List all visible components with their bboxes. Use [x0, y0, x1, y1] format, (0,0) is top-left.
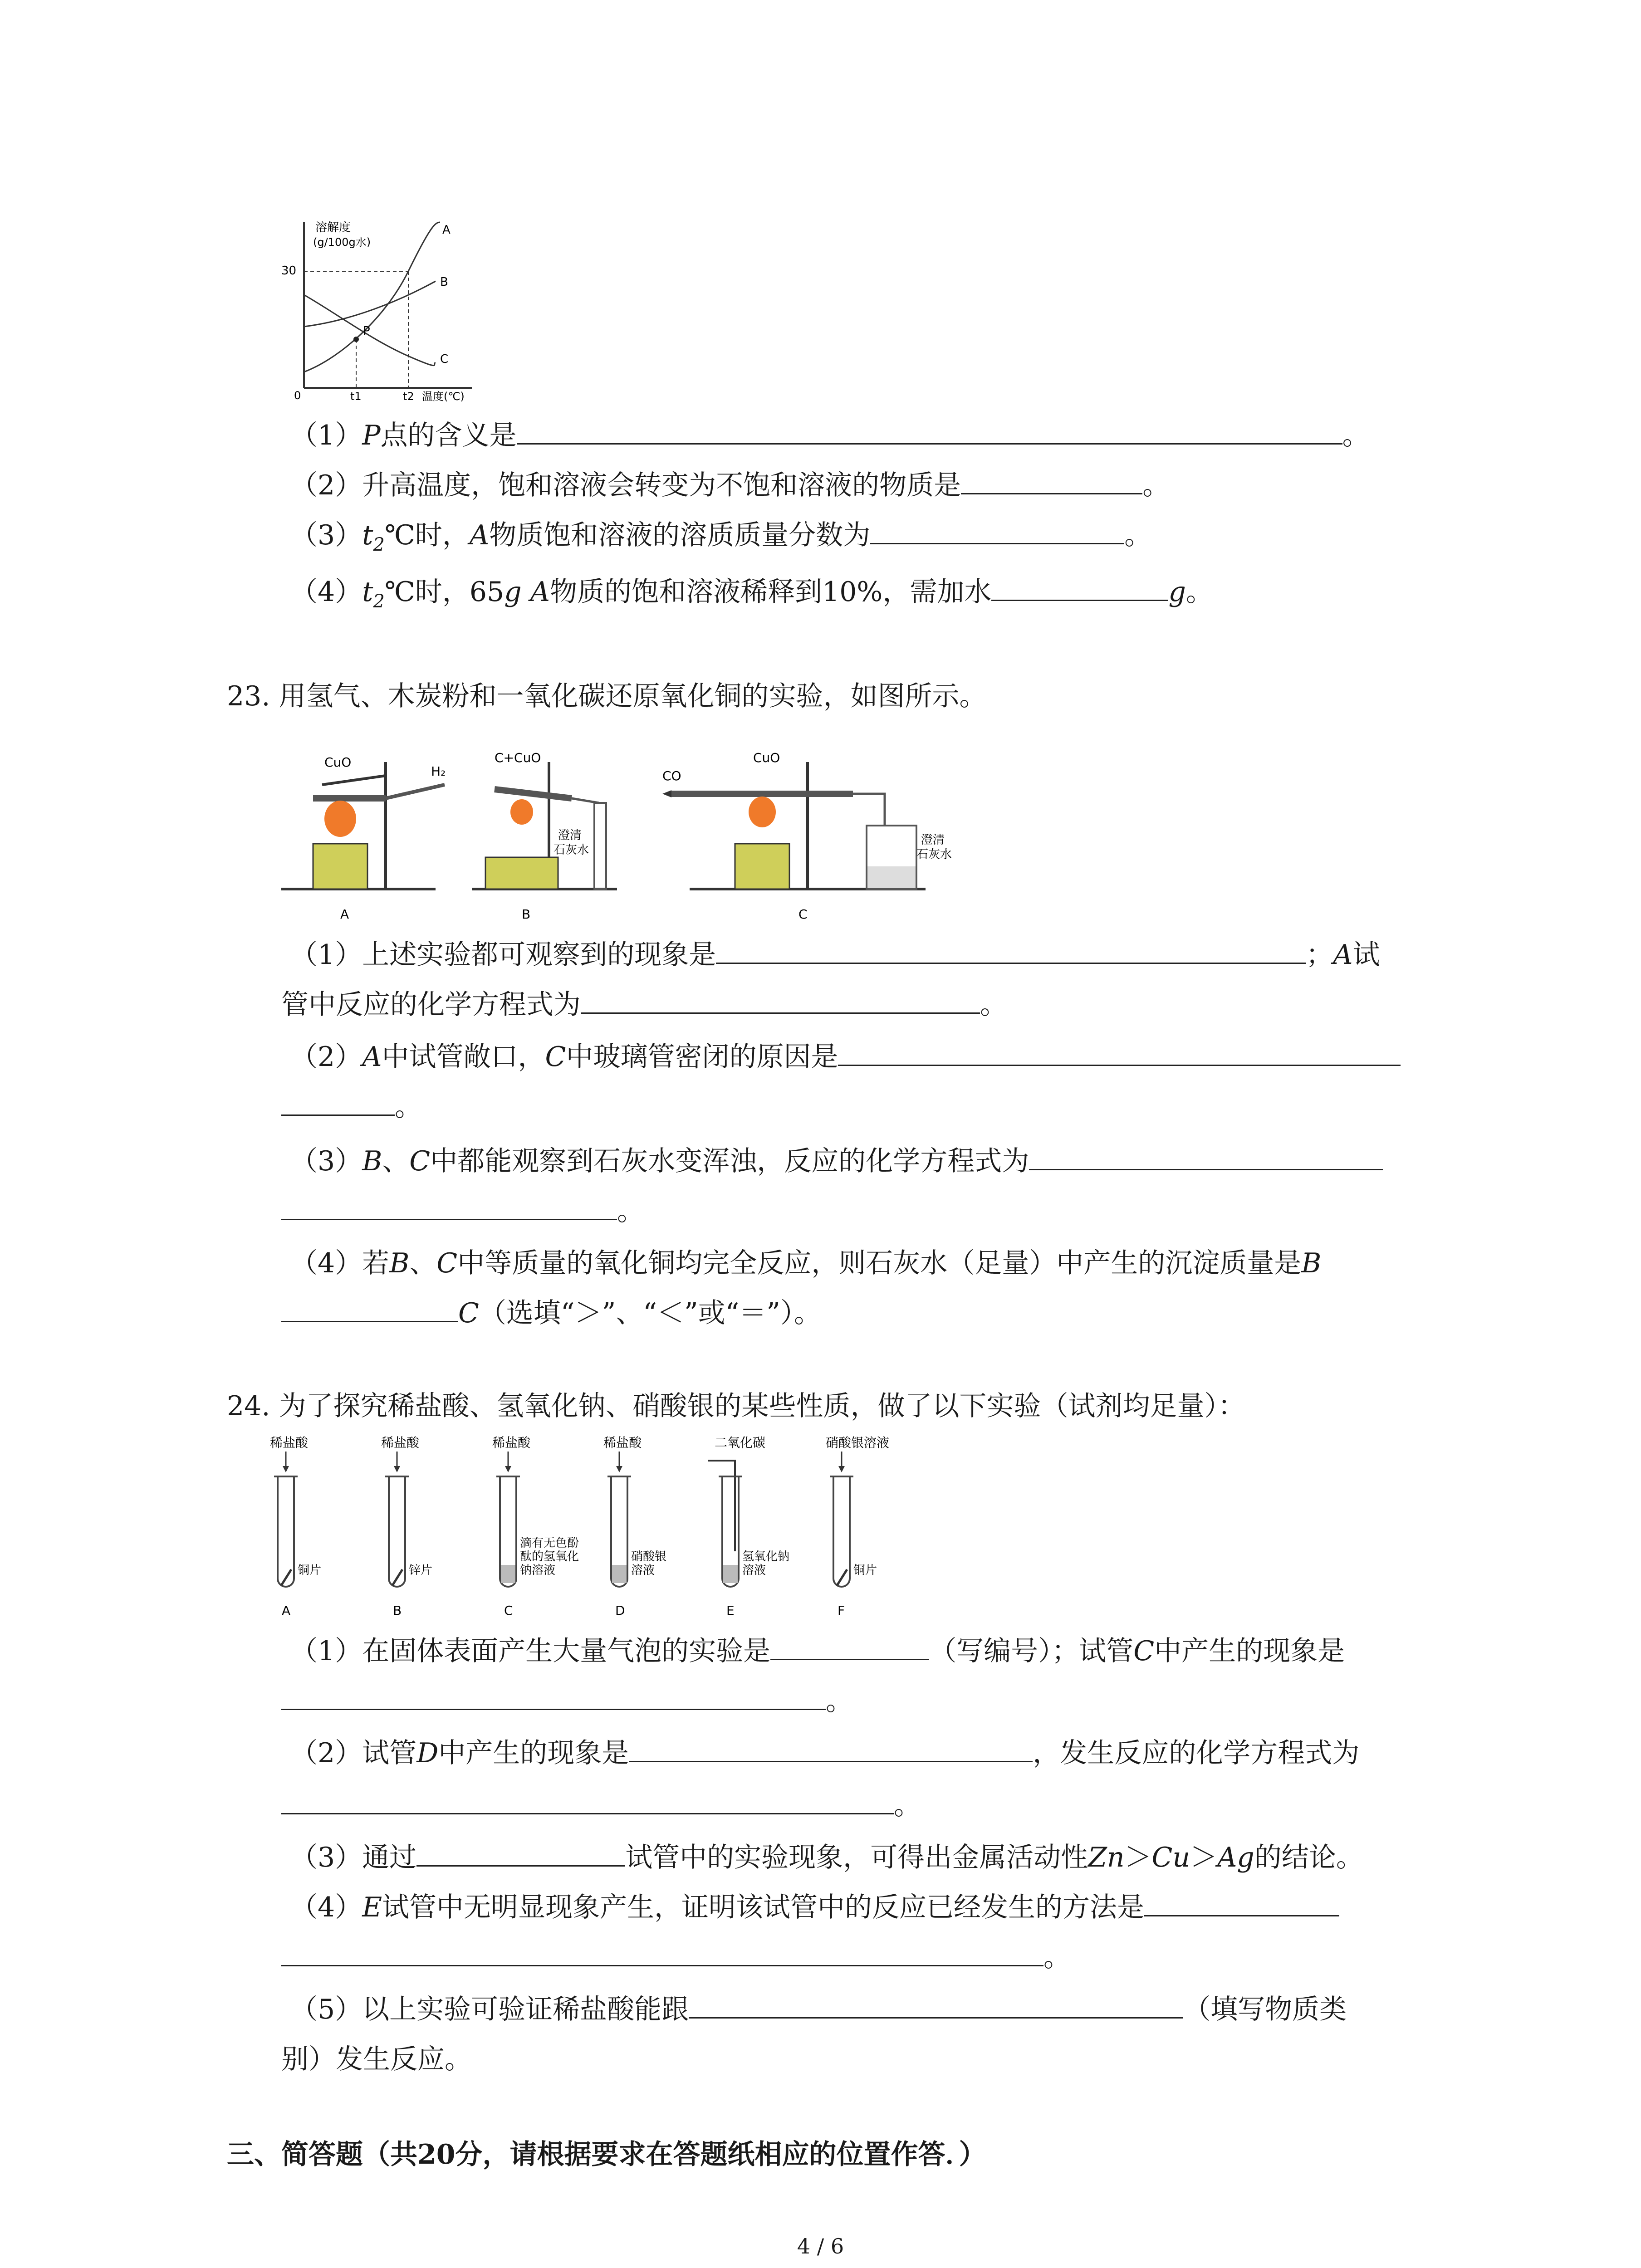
tube-c-liquid: [501, 1565, 515, 1583]
q23-sub2-line2: 。: [281, 1089, 422, 1125]
q24-sub3: （3）通过 试管中的实验现象，可得出金属活动性Zn＞Cu＞Ag的结论。: [290, 1839, 1363, 1876]
q24-tubes-svg: [254, 1433, 1116, 1624]
tube-b-reagent-label: 稀盐酸: [381, 1435, 420, 1450]
answer-blank[interactable]: [416, 1840, 625, 1867]
point-p-marker: [353, 337, 359, 342]
curve-a-label: A: [442, 223, 451, 237]
tube-c-reagent-label: 稀盐酸: [492, 1435, 531, 1450]
tube-b-label: B: [393, 1603, 402, 1618]
q24-sub2: （2）试管D中产生的现象是 ，发生反应的化学方程式为: [290, 1735, 1359, 1771]
q24-test-tubes-figure: [254, 1433, 1116, 1624]
q23-sub3-line2: 。: [281, 1193, 644, 1229]
q23-sub4-line2: C（选填“＞”、“＜”或“＝”）。: [281, 1295, 821, 1331]
label-h2: H₂: [431, 764, 446, 779]
q22-sub1: （1）P点的含义是 。: [290, 417, 1370, 454]
q24-stem: 24. 为了探究稀盐酸、氢氧化钠、硝酸银的某些性质，做了以下实验（试剂均足量）：: [227, 1390, 1245, 1422]
answer-blank[interactable]: [838, 1039, 1401, 1066]
tube-e-liquid: [723, 1565, 738, 1583]
solubility-chart-svg: [272, 213, 485, 404]
tube-e-reagent-label: 二氧化碳: [715, 1435, 766, 1450]
tube-a-solid: [281, 1569, 291, 1585]
q22-sub4: $(4)t_2℃$时，65g A物质的饱和溶液稀释到10%，需加水 g。: [290, 574, 1213, 620]
q24-sub1-line2: 。: [281, 1683, 853, 1719]
section-3-heading: 三、简答题（共20分，请根据要求在答题纸相应的位置作答．）: [227, 2139, 986, 2170]
answer-blank[interactable]: [961, 468, 1142, 494]
label-cuo-a: CuO: [324, 755, 352, 770]
label-a: A: [340, 907, 349, 922]
tube-b-solid: [392, 1569, 402, 1585]
curve-b-label: B: [440, 275, 448, 289]
label-cuo-c: CuO: [753, 750, 780, 765]
tube-e-side-label-0: 氢氧化钠: [742, 1550, 790, 1564]
tube-a-side-label-0: 铜片: [298, 1564, 322, 1577]
q23-apparatus-figure: [281, 735, 1216, 925]
answer-blank[interactable]: [870, 518, 1124, 544]
tube-c-arrow-head: [505, 1466, 511, 1472]
tube-c-side-label-0: 滴有无色酚: [520, 1536, 579, 1550]
answer-blank[interactable]: [1144, 1890, 1339, 1916]
y-title: 溶解度: [315, 221, 351, 235]
q24-sub4: （4）E试管中无明显现象产生，证明该试管中的反应已经发生的方法是: [290, 1889, 1339, 1926]
solubility-chart: [272, 213, 485, 404]
q24-sub5: （5）以上实验可验证稀盐酸能跟 （填写物质类: [290, 1991, 1347, 2028]
tube-e-label: E: [726, 1603, 735, 1618]
tube-a-arrow-head: [283, 1466, 289, 1472]
q22-sub3: $(3)t_2℃$时，A物质饱和溶液的溶质质量分数为 。: [290, 517, 1151, 563]
y-unit: (g/100g水): [313, 236, 371, 249]
x-tick-t1: t1: [350, 390, 362, 403]
tube-d-reagent-label: 稀盐酸: [603, 1435, 642, 1450]
answer-blank[interactable]: [281, 1295, 458, 1322]
answer-blank[interactable]: [629, 1735, 1033, 1762]
label-limewater-c-2: 石灰水: [916, 848, 952, 861]
q23-sub1-line2: 管中反应的化学方程式为 。: [281, 987, 1007, 1023]
answer-blank[interactable]: [689, 1992, 1183, 2019]
tube-f-arrow-head: [838, 1466, 845, 1472]
apparatus-b: [472, 750, 617, 922]
q23-sub3: （3）B、C中都能观察到石灰水变浑浊，反应的化学方程式为: [290, 1143, 1383, 1179]
tube-c-side-label-1: 酞的氢氧化: [520, 1550, 579, 1564]
x-tick-t2: t2: [403, 390, 414, 403]
tube-f-label: F: [838, 1603, 845, 1618]
label-c-cuo: C+CuO: [495, 750, 541, 765]
page-number: 4 / 6: [797, 2234, 844, 2258]
answer-blank[interactable]: [1029, 1144, 1383, 1170]
tube-b-side-label-0: 锌片: [409, 1564, 433, 1577]
tube-e-side-label-1: 溶液: [742, 1564, 766, 1577]
q22-sub2: （2）升高温度，饱和溶液会转变为不饱和溶液的物质是 。: [290, 467, 1170, 503]
q24-sub5-line2: 别）发生反应。: [281, 2043, 472, 2075]
answer-blank[interactable]: [281, 1089, 395, 1116]
q24-sub2-line2: 。: [281, 1787, 921, 1823]
label-co: CO: [662, 768, 681, 783]
label-limewater-c-1: 澄清: [921, 833, 945, 847]
curve-b: [304, 281, 436, 327]
curve-c-label: C: [440, 352, 449, 366]
tube-b-arrow-head: [394, 1466, 400, 1472]
answer-blank[interactable]: [581, 987, 980, 1014]
tube-d-label: D: [615, 1603, 625, 1618]
tube-d-side-label-0: 硝酸银: [631, 1550, 667, 1564]
label-b: B: [522, 907, 531, 922]
answer-blank[interactable]: [991, 574, 1168, 601]
q23-sub4: （4）若B、C中等质量的氧化铜均完全反应，则石灰水（足量）中产生的沉淀质量是B: [290, 1247, 1322, 1279]
tube-d-arrow-head: [616, 1466, 622, 1472]
tube-f-side-label-0: 铜片: [853, 1564, 877, 1577]
apparatus-c: [662, 750, 952, 922]
label-c: C: [798, 907, 808, 922]
tube-a-reagent-label: 稀盐酸: [270, 1435, 309, 1450]
tube-d-liquid: [612, 1565, 627, 1583]
point-p-label: P: [363, 324, 370, 338]
answer-blank[interactable]: [281, 1788, 894, 1814]
tube-c-side-label-2: 钠溶液: [520, 1564, 556, 1577]
answer-blank[interactable]: [517, 418, 1342, 445]
answer-blank[interactable]: [716, 937, 1306, 964]
label-limewater-b-2: 石灰水: [554, 843, 589, 857]
answer-blank[interactable]: [281, 1683, 826, 1710]
apparatus-a: [281, 755, 446, 922]
origin-label: 0: [294, 389, 301, 402]
tube-f-solid: [837, 1569, 847, 1585]
x-title: 温度(℃): [422, 390, 465, 403]
answer-blank[interactable]: [281, 1193, 617, 1220]
answer-blank[interactable]: [770, 1633, 929, 1660]
q23-apparatus-svg: [281, 735, 1216, 925]
answer-blank[interactable]: [281, 1940, 1043, 1966]
y-tick-30: 30: [281, 264, 297, 278]
label-limewater-b-1: 澄清: [558, 829, 582, 842]
q23-sub1: （1）上述实验都可观察到的现象是 ；A试: [290, 937, 1380, 973]
q24-sub1: （1）在固体表面产生大量气泡的实验是 （写编号）；试管C中产生的现象是: [290, 1633, 1345, 1669]
q24-sub4-line2: 。: [281, 1939, 1071, 1975]
tube-f-reagent-label: 硝酸银溶液: [826, 1435, 890, 1450]
q23-stem: 23. 用氢气、木炭粉和一氧化碳还原氧化铜的实验，如图所示。: [227, 680, 987, 712]
tube-c-label: C: [504, 1603, 513, 1618]
tube-d-side-label-1: 溶液: [631, 1564, 655, 1577]
q23-sub2: （2）A中试管敞口，C中玻璃管密闭的原因是: [290, 1039, 1401, 1075]
tube-a-label: A: [282, 1603, 291, 1618]
